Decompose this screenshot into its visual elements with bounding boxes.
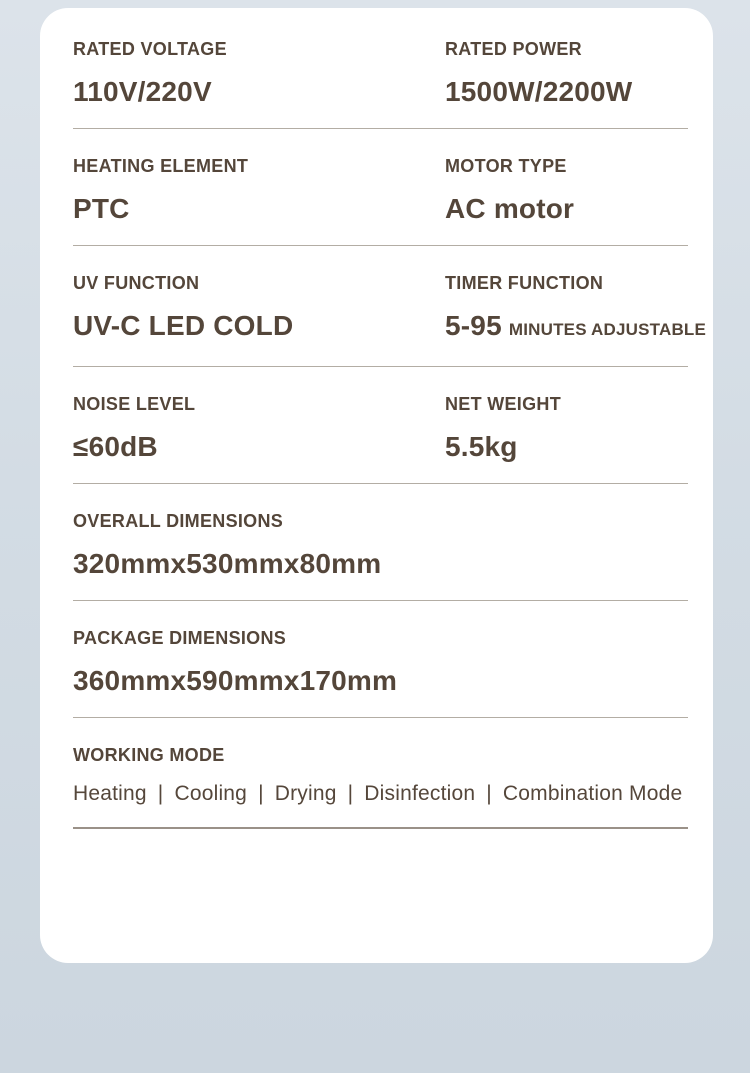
spec-value-timer-function <box>445 309 706 346</box>
mode-separator: | <box>347 782 354 805</box>
mode-separator: | <box>157 782 164 805</box>
spec-value-package-dimensions: 360mmx590mmx170mm <box>73 665 398 696</box>
working-mode-heating: Heating <box>73 782 147 805</box>
spec-row-uv-timer <box>73 246 707 367</box>
spec-value-overall-dimensions: 320mmx530mmx80mm <box>73 548 382 579</box>
working-mode-drying: Drying <box>274 782 337 805</box>
spec-value-heating-element: PTC <box>73 193 130 224</box>
spec-label-timer-function: TIMER FUNCTION <box>445 273 604 293</box>
spec-label-working-mode: WORKING MODE <box>73 745 225 765</box>
working-mode-list <box>73 780 688 807</box>
spec-row-overall-dimensions <box>73 484 688 601</box>
spec-label-net-weight: NET WEIGHT <box>445 394 561 414</box>
spec-row-package-dimensions <box>73 601 688 718</box>
spec-label-motor-type: MOTOR TYPE <box>445 156 567 176</box>
spec-label-rated-voltage: RATED VOLTAGE <box>73 39 227 59</box>
spec-cell-rated-power <box>445 38 688 108</box>
spec-value-rated-voltage: 110V/220V <box>73 76 212 107</box>
spec-cell-net-weight <box>445 393 688 463</box>
spec-cell-uv-function <box>73 272 445 346</box>
spec-cell-noise-level <box>73 393 445 463</box>
spec-cell-rated-voltage <box>73 38 445 108</box>
spec-label-overall-dimensions: OVERALL DIMENSIONS <box>73 511 284 531</box>
mode-separator: | <box>258 782 264 805</box>
working-mode-disinfection: Disinfection <box>364 782 476 805</box>
spec-label-heating-element: HEATING ELEMENT <box>73 156 249 176</box>
spec-row-heating-motor <box>73 129 688 246</box>
spec-label-noise-level: NOISE LEVEL <box>73 394 196 414</box>
spec-card-content <box>40 8 713 829</box>
spec-value-uv-function: UV-C LED COLD <box>73 310 294 341</box>
spec-value-noise-level: ≤60dB <box>73 431 158 462</box>
spec-row-working-mode <box>73 718 688 829</box>
spec-card <box>40 8 713 963</box>
timer-range-value: 5-95 <box>445 310 502 341</box>
timer-range-suffix: MINUTES ADJUSTABLE <box>508 320 707 339</box>
spec-row-noise-weight <box>73 367 688 484</box>
spec-cell-timer-function <box>445 272 706 346</box>
spec-value-rated-power: 1500W/2200W <box>445 76 633 107</box>
spec-cell-heating-element <box>73 155 445 225</box>
spec-label-uv-function: UV FUNCTION <box>73 273 200 293</box>
spec-label-package-dimensions: PACKAGE DIMENSIONS <box>73 628 287 648</box>
working-mode-combination: Combination Mode <box>502 782 683 805</box>
spec-value-motor-type: AC motor <box>445 193 575 224</box>
spec-value-net-weight: 5.5kg <box>445 431 518 462</box>
spec-row-voltage-power <box>73 12 688 129</box>
mode-separator: | <box>486 782 492 805</box>
spec-cell-motor-type <box>445 155 688 225</box>
spec-label-rated-power: RATED POWER <box>445 39 582 59</box>
working-mode-cooling: Cooling <box>174 782 248 805</box>
